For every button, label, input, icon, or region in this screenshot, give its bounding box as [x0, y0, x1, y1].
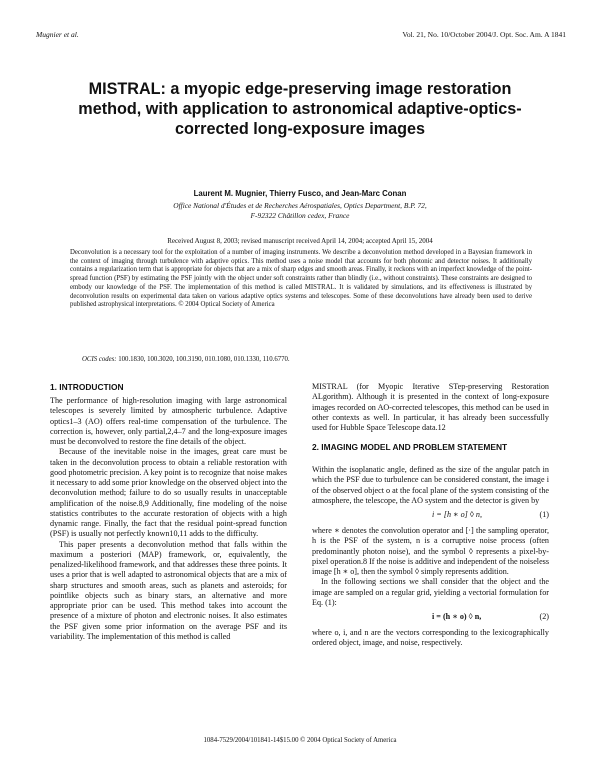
- equation-2: [312, 611, 549, 625]
- received-dates: Received August 8, 2003; revised manuscript received April 14, 2004; accepted April 15, 2004: [167, 237, 433, 245]
- paper-title: MISTRAL: a myopic edge-preserving image restoration method, with application to astronomical adaptive-optics-corrected long-exposure images: [78, 80, 522, 138]
- model-paragraph-1: Within the isoplanatic angle, defined as the size of the angular patch in which the PSF due to turbulence can be considered constant, the image i of the observed object o at the focal plane of the system consisting of the atmosphere, the telescope, the AO system and the detector is given by: [312, 465, 549, 505]
- model-paragraph-4: where o, i, and n are the vectors corresponding to the lexicographically ordered object, image, and noise, respectively.: [312, 628, 549, 648]
- equation-1: [312, 509, 549, 523]
- column-right-top: [312, 382, 549, 433]
- column-right-section-2: [312, 465, 549, 649]
- page-footer: 1084-7529/2004/101841-14$15.00 © 2004 Optical Society of America: [203, 737, 397, 744]
- model-paragraph-2: where ∗ denotes the convolution operator and [·] the sampling operator, h is the PSF of the system, n is a corruptive noise process (often predominantly photon noise), and the symbol ◊ represents a pixel-by-pixel operation.8 If the noise is additive and independent of the noiseless image [h ∗ o], then the symbol ◊ simply represents addition.: [312, 526, 549, 576]
- intro-paragraph-3: This paper presents a deconvolution method that falls within the maximum a posteriori (MAP) framework, or, equivalently, the penalized-likelihood framework, and that addresses these three points. It uses a prior that is well adapted to astronomical objects that are a mix of sharp structures and smooth areas, such as planets and asteroids; for pointlike objects such as binary stars, an alternative and more appropriate prior can be used. This method takes into account the presence of a mixture of photon and electronic noises. It also estimates the PSF given some prior information on the average PSF and its variability. The implementation of this method is called: [50, 539, 287, 641]
- ocis-label: OCIS codes:: [82, 356, 117, 363]
- equation-1-number: (1): [539, 510, 549, 519]
- ocis-codes: [82, 356, 532, 365]
- intro-paragraph-2: Because of the inevitable noise in the images, great care must be taken in the deconvolution process to obtain a reliable restoration with good photometric precision. A key point is to recognize that noise makes it necessary to add some prior knowledge on the observed object into the deconvolution method; failure to do so usually results in unacceptable amplification of the noise.8,9 Additionally, fine modeling of the noise statistics contributes to the accurate restoration of objects with a high dynamic range. Finally, the fact that the residual point-spread function (PSF) is usually not perfectly known10,11 adds to the difficulty.: [50, 447, 287, 539]
- affiliation: [100, 201, 500, 221]
- intro-paragraph-continued: MISTRAL (for Myopic Iterative STep-preserving Restoration ALgorithm). Although it is presented in the context of long-exposure images recorded on AO-corrected telescopes, this method can be used in other contexts as well. In particular, it has already been successfully used for Hubble Space Telescope data.12: [312, 382, 549, 432]
- abstract: Deconvolution is a necessary tool for the exploitation of a number of imaging instruments. We describe a deconvolution method developed in a Bayesian framework in the context of imaging through turbulence with adaptive optics. This method uses a noise model that accounts for both photonic and detector noises. It additionally contains a regularization term that is appropriate for objects that are a mix of sharp edges and smooth areas. Finally, it reckons with an imperfect knowledge of the point-spread function (PSF) by estimating the PSF jointly with the object under soft constraints rather than blindly (i.e., without constraints). These constraints are designed to embody our knowledge of the PSF. The implementation of this method is called MISTRAL. It is validated by simulations, and its effectiveness is illustrated by deconvolution results on experimental data taken on various adaptive optics systems and telescopes. Some of these deconvolutions have already been used to derive published astrophysical interpretations. © 2004 Optical Society of America: [70, 249, 532, 309]
- running-header-authors: Mugnier et al.: [36, 30, 79, 39]
- equation-1-body: i = [h ∗ o] ◊ n,: [432, 510, 483, 519]
- model-paragraph-3: In the following sections we shall consider that the object and the image are sampled on a regular grid, yielding a vectorial formulation for Eq. (1):: [312, 577, 549, 607]
- section-heading-introduction: 1. INTRODUCTION: [50, 382, 124, 392]
- equation-2-number: (2): [539, 612, 549, 621]
- equation-2-body: i = (h ∗ o) ◊ n,: [432, 612, 482, 621]
- column-left: [50, 396, 287, 642]
- ocis-code-list: 100.1830, 100.3020, 100.3190, 010.1080, 010.1330, 110.6770.: [118, 356, 290, 363]
- intro-paragraph-1: The performance of high-resolution imaging with large astronomical telescopes is severely limited by atmospheric turbulence. Adaptive optics1–3 (AO) offers real-time compensation of the turbulence. The correction is, however, only partial,2,4–7 and the long-exposure images must be deconvolved to restore the fine details of the object.: [50, 396, 287, 446]
- affiliation-line-2: F-92322 Châtillon cedex, France: [250, 211, 350, 220]
- running-header-journal: Vol. 21, No. 10/October 2004/J. Opt. Soc. Am. A 1841: [402, 30, 566, 39]
- affiliation-line-1: Office National d'Études et de Recherches Aérospatiales, Optics Department, B.P. 72,: [173, 201, 427, 210]
- section-heading-imaging-model: 2. IMAGING MODEL AND PROBLEM STATEMENT: [312, 442, 508, 452]
- author-list: Laurent M. Mugnier, Thierry Fusco, and Jean-Marc Conan: [193, 189, 407, 198]
